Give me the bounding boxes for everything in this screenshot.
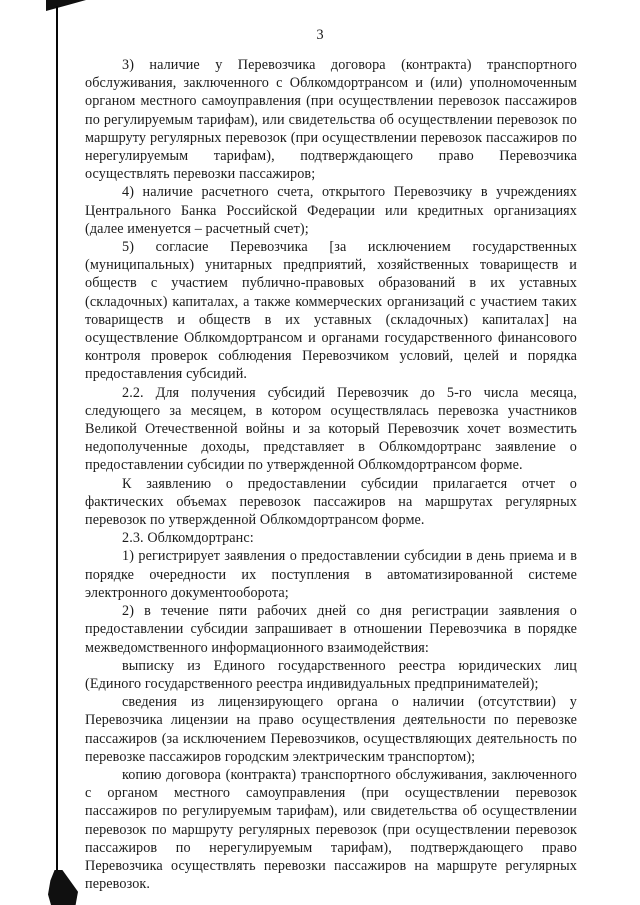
paragraph-attachment-note: К заявлению о предоставлении субсидии прилагается отчет о фактических объемах перевозок пассажиров на маршрутах регулярных перевозок по утвержденной Облкомдортрансом форме.	[85, 475, 577, 529]
paragraph-item-3: 3) наличие у Перевозчика договора (контракта) транспортного обслуживания, заключенного с Облкомдортрансом и (или) уполномоченным органом местного самоуправления (при осуществлении перевозок пассажиров по регулируемым тарифам), или свидетельства об осуществлении перевозок по маршруту регулярных перевозок (при осуществлении перевозок пассажиров по нерегулируемым тарифам), подтверждающего право Перевозчика осуществлять перевозки пассажиров;	[85, 57, 577, 183]
paragraph-subitem-2: 2) в течение пяти рабочих дней со дня регистрации заявления о предоставлении субсидии запрашивает в отношении Перевозчика в порядке межведомственного информационного взаимодействия:	[85, 603, 577, 656]
paragraph-subitem-1: 1) регистрирует заявления о предоставлении субсидии в день приема и в порядке очередности их поступления в автоматизированной системе электронного документооборота;	[85, 548, 577, 601]
scan-artifact-bottom-left	[48, 870, 78, 905]
paragraph-license-info: сведения из лицензирующего органа о наличии (отсутствии) у Перевозчика лицензии на право осуществления деятельности по перевозке пассажиров (за исключением Перевозчиков, осуществляющих деятельность по перевозке пассажиров городским электрическим транспортом);	[85, 694, 577, 765]
scan-artifact-top-left	[46, 0, 86, 11]
paragraph-item-4: 4) наличие расчетного счета, открытого Перевозчику в учреждениях Центрального Банка Российской Федерации или кредитных организациях (далее именуется – расчетный счет);	[85, 184, 577, 237]
paragraph-extract-registry: выписку из Единого государственного реестра юридических лиц (Единого государственного реестра индивидуальных предпринимателей);	[85, 657, 577, 692]
scan-artifact-left-edge-line	[56, 6, 58, 878]
paragraph-contract-copy: копию договора (контракта) транспортного обслуживания, заключенного с органом местного самоуправления (при осуществлении перевозок пассажиров по регулируемым тарифам), или свидетельства об осуществлении перевозок по маршруту регулярных перевозок (при осуществлении перевозок пассажиров по нерегулируемым тарифам), подтверждающего право Перевозчика осуществлять перевозки пассажиров на маршруте регулярных перевозок.	[85, 766, 577, 893]
document-body	[85, 56, 577, 893]
paragraph-item-5: 5) согласие Перевозчика [за исключением государственных (муниципальных) унитарных предприятий, хозяйственных товариществ и обществ с участием публично-правовых образований в их уставных (складочных) капиталах, а также коммерческих организаций с участием таких товариществ и обществ в их уставных (складочных) капиталах] на осуществление Облкомдортрансом и органами государственного финансового контроля проверок соблюдения Перевозчиком условий, целей и порядка предоставления субсидий.	[85, 239, 577, 383]
page-number: 3	[316, 27, 324, 43]
paragraph-clause-2-3: 2.3. Облкомдортранс:	[122, 530, 254, 547]
paragraph-clause-2-2: 2.2. Для получения субсидий Перевозчик до 5-го числа месяца, следующего за месяцем, в котором осуществлялась перевозка участников Великой Отечественной войны и за который Перевозчик хочет возместить недополученные доходы, представляет в Облкомдортранс заявление о предоставлении субсидии по утвержденной Облкомдортрансом форме.	[85, 384, 577, 474]
